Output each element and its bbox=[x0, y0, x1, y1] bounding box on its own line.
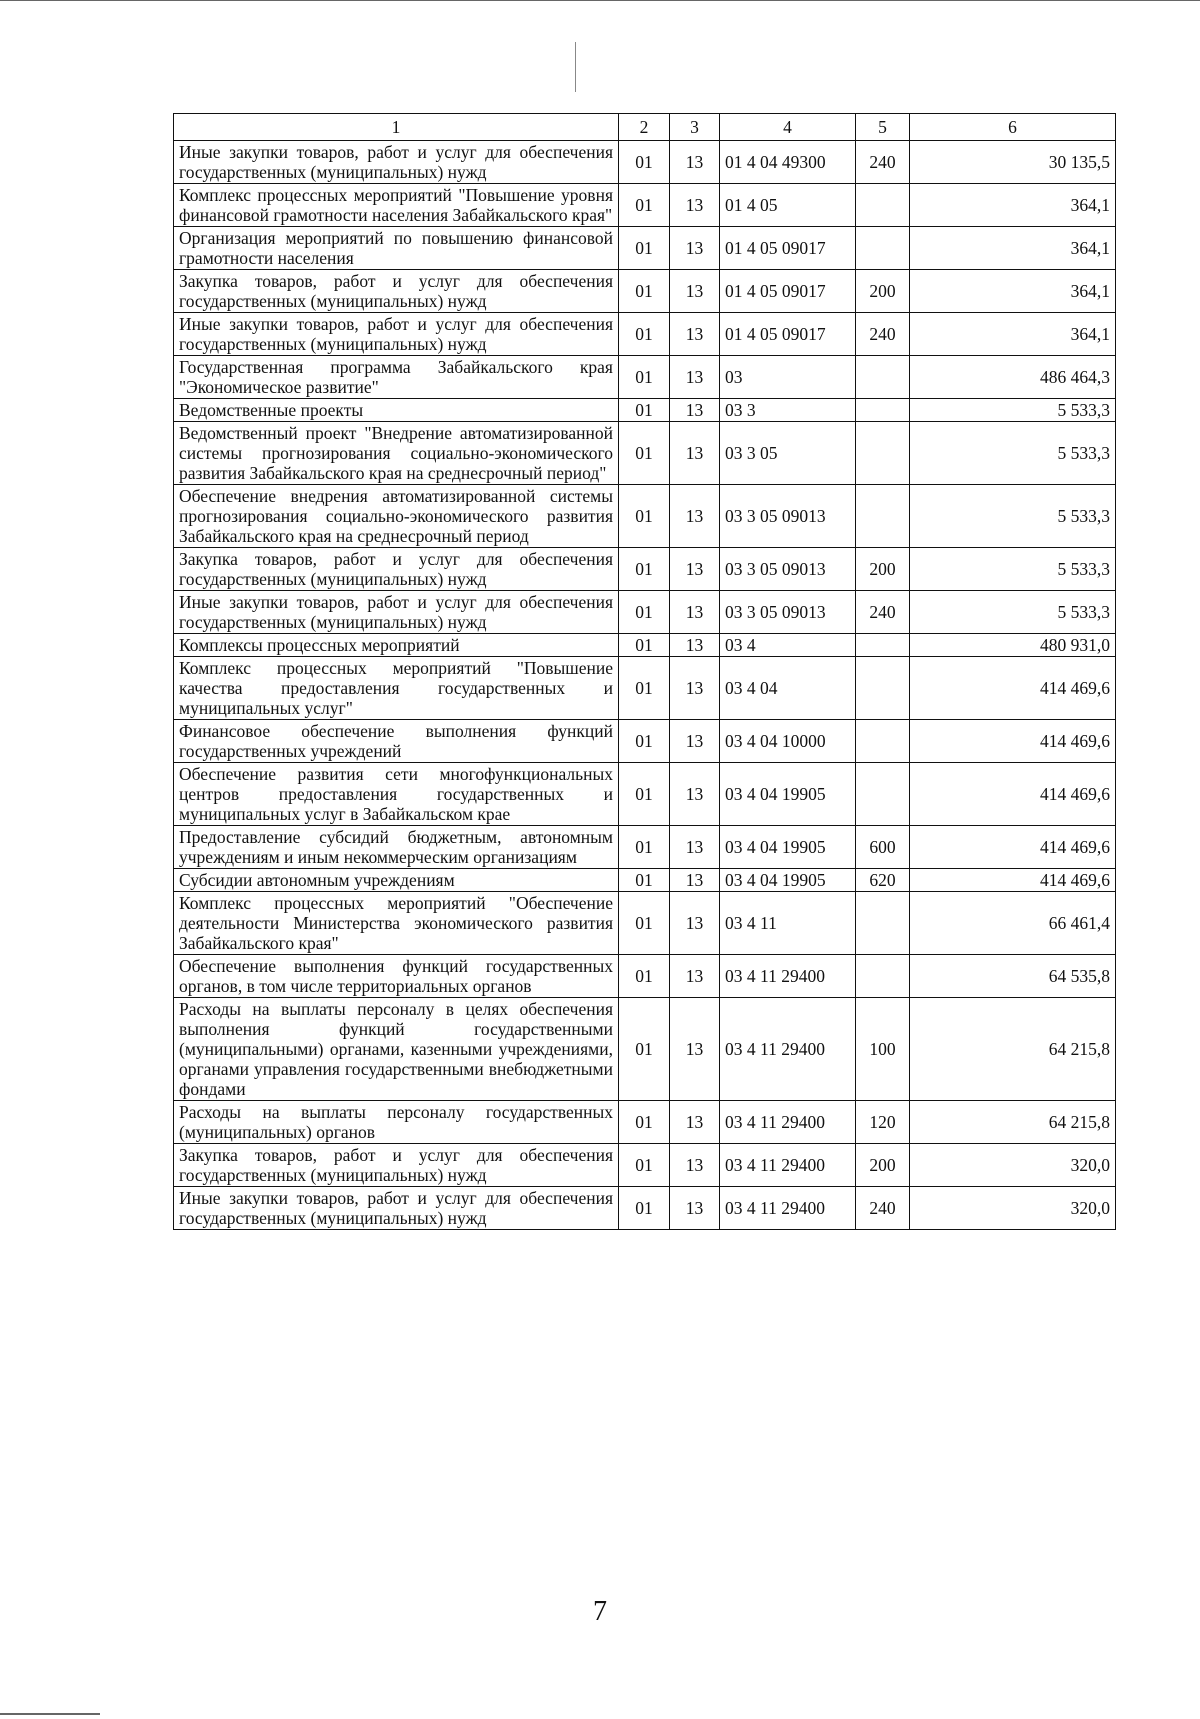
row-section: 01 bbox=[619, 826, 670, 869]
row-subsection: 13 bbox=[670, 485, 720, 548]
row-amount: 64 535,8 bbox=[910, 955, 1116, 998]
row-expense-type: 240 bbox=[856, 313, 910, 356]
row-subsection: 13 bbox=[670, 763, 720, 826]
header-col-5: 5 bbox=[856, 114, 910, 141]
row-subsection: 13 bbox=[670, 399, 720, 422]
row-target-code: 01 4 05 09017 bbox=[720, 270, 856, 313]
row-target-code: 03 4 11 bbox=[720, 892, 856, 955]
row-name: Закупка товаров, работ и услуг для обеспечения государственных (муниципальных) нужд bbox=[174, 270, 619, 313]
row-amount: 5 533,3 bbox=[910, 485, 1116, 548]
row-target-code: 03 3 05 09013 bbox=[720, 548, 856, 591]
row-target-code: 01 4 05 09017 bbox=[720, 227, 856, 270]
row-amount: 364,1 bbox=[910, 313, 1116, 356]
row-amount: 414 469,6 bbox=[910, 763, 1116, 826]
row-target-code: 03 4 11 29400 bbox=[720, 998, 856, 1101]
row-amount: 320,0 bbox=[910, 1144, 1116, 1187]
row-section: 01 bbox=[619, 399, 670, 422]
row-name: Иные закупки товаров, работ и услуг для обеспечения государственных (муниципальных) нужд bbox=[174, 141, 619, 184]
row-section: 01 bbox=[619, 548, 670, 591]
row-amount: 414 469,6 bbox=[910, 657, 1116, 720]
row-name: Обеспечение внедрения автоматизированной системы прогнозирования социально-экономического развития Забайкальского края на среднесрочный период bbox=[174, 485, 619, 548]
row-name: Предоставление субсидий бюджетным, автономным учреждениям и иным некоммерческим организациям bbox=[174, 826, 619, 869]
row-name: Ведомственный проект "Внедрение автоматизированной системы прогнозирования социально-экономического развития Забайкальского края на среднесрочный период" bbox=[174, 422, 619, 485]
row-expense-type bbox=[856, 356, 910, 399]
row-amount: 5 533,3 bbox=[910, 548, 1116, 591]
row-section: 01 bbox=[619, 313, 670, 356]
row-subsection: 13 bbox=[670, 720, 720, 763]
row-target-code: 01 4 04 49300 bbox=[720, 141, 856, 184]
row-amount: 5 533,3 bbox=[910, 422, 1116, 485]
row-target-code: 03 3 05 09013 bbox=[720, 591, 856, 634]
table-row bbox=[174, 313, 1116, 356]
row-section: 01 bbox=[619, 763, 670, 826]
row-name: Комплексы процессных мероприятий bbox=[174, 634, 619, 657]
row-target-code: 03 4 11 29400 bbox=[720, 1101, 856, 1144]
header-col-4: 4 bbox=[720, 114, 856, 141]
row-amount: 66 461,4 bbox=[910, 892, 1116, 955]
row-target-code: 01 4 05 bbox=[720, 184, 856, 227]
row-expense-type bbox=[856, 485, 910, 548]
table-row bbox=[174, 422, 1116, 485]
table-row bbox=[174, 720, 1116, 763]
table-row bbox=[174, 270, 1116, 313]
row-subsection: 13 bbox=[670, 826, 720, 869]
table-row bbox=[174, 1144, 1116, 1187]
table-row bbox=[174, 1187, 1116, 1230]
row-section: 01 bbox=[619, 270, 670, 313]
table-row bbox=[174, 1101, 1116, 1144]
header-row bbox=[174, 114, 1116, 141]
row-subsection: 13 bbox=[670, 356, 720, 399]
row-target-code: 03 4 bbox=[720, 634, 856, 657]
row-subsection: 13 bbox=[670, 657, 720, 720]
row-target-code: 03 4 11 29400 bbox=[720, 955, 856, 998]
row-amount: 30 135,5 bbox=[910, 141, 1116, 184]
row-subsection: 13 bbox=[670, 548, 720, 591]
table-row bbox=[174, 548, 1116, 591]
row-target-code: 03 3 05 09013 bbox=[720, 485, 856, 548]
row-name: Комплекс процессных мероприятий "Повышение уровня финансовой грамотности населения Забайкальского края" bbox=[174, 184, 619, 227]
row-section: 01 bbox=[619, 634, 670, 657]
row-expense-type: 240 bbox=[856, 591, 910, 634]
header-col-3: 3 bbox=[670, 114, 720, 141]
row-expense-type bbox=[856, 657, 910, 720]
scan-edge-bottom bbox=[0, 1713, 100, 1715]
row-section: 01 bbox=[619, 657, 670, 720]
row-expense-type bbox=[856, 184, 910, 227]
row-expense-type bbox=[856, 763, 910, 826]
table-row bbox=[174, 763, 1116, 826]
row-name: Расходы на выплаты персоналу в целях обеспечения выполнения функций государственными (муниципальными) органами, казенными учреждениями, органами управления государственными внебюджетными фондами bbox=[174, 998, 619, 1101]
row-subsection: 13 bbox=[670, 1187, 720, 1230]
row-expense-type: 200 bbox=[856, 270, 910, 313]
row-expense-type: 200 bbox=[856, 548, 910, 591]
row-name: Ведомственные проекты bbox=[174, 399, 619, 422]
table-row bbox=[174, 591, 1116, 634]
row-name: Комплекс процессных мероприятий "Повышение качества предоставления государственных и муниципальных услуг" bbox=[174, 657, 619, 720]
table-row bbox=[174, 892, 1116, 955]
row-amount: 364,1 bbox=[910, 227, 1116, 270]
row-name: Комплекс процессных мероприятий "Обеспечение деятельности Министерства экономического развития Забайкальского края" bbox=[174, 892, 619, 955]
row-subsection: 13 bbox=[670, 634, 720, 657]
row-name: Организация мероприятий по повышению финансовой грамотности населения bbox=[174, 227, 619, 270]
row-name: Иные закупки товаров, работ и услуг для обеспечения государственных (муниципальных) нужд bbox=[174, 591, 619, 634]
row-expense-type: 100 bbox=[856, 998, 910, 1101]
row-expense-type bbox=[856, 227, 910, 270]
row-target-code: 03 4 04 19905 bbox=[720, 826, 856, 869]
row-amount: 414 469,6 bbox=[910, 869, 1116, 892]
table-row bbox=[174, 998, 1116, 1101]
row-amount: 5 533,3 bbox=[910, 591, 1116, 634]
row-section: 01 bbox=[619, 227, 670, 270]
row-target-code: 03 4 04 19905 bbox=[720, 869, 856, 892]
row-section: 01 bbox=[619, 720, 670, 763]
row-amount: 5 533,3 bbox=[910, 399, 1116, 422]
row-section: 01 bbox=[619, 869, 670, 892]
row-expense-type bbox=[856, 720, 910, 763]
header-col-6: 6 bbox=[910, 114, 1116, 141]
table-row bbox=[174, 227, 1116, 270]
row-expense-type: 240 bbox=[856, 1187, 910, 1230]
scan-mark-top bbox=[575, 42, 576, 92]
table-row bbox=[174, 955, 1116, 998]
row-expense-type: 120 bbox=[856, 1101, 910, 1144]
row-target-code: 01 4 05 09017 bbox=[720, 313, 856, 356]
row-amount: 480 931,0 bbox=[910, 634, 1116, 657]
row-name: Обеспечение выполнения функций государственных органов, в том числе территориальных органов bbox=[174, 955, 619, 998]
row-subsection: 13 bbox=[670, 591, 720, 634]
row-name: Субсидии автономным учреждениям bbox=[174, 869, 619, 892]
row-expense-type: 600 bbox=[856, 826, 910, 869]
budget-table bbox=[173, 113, 1116, 1230]
row-target-code: 03 3 bbox=[720, 399, 856, 422]
row-expense-type: 200 bbox=[856, 1144, 910, 1187]
table-row bbox=[174, 634, 1116, 657]
table-row bbox=[174, 184, 1116, 227]
header-col-1: 1 bbox=[174, 114, 619, 141]
table-row bbox=[174, 399, 1116, 422]
row-amount: 414 469,6 bbox=[910, 720, 1116, 763]
row-subsection: 13 bbox=[670, 270, 720, 313]
row-subsection: 13 bbox=[670, 313, 720, 356]
row-subsection: 13 bbox=[670, 892, 720, 955]
row-subsection: 13 bbox=[670, 227, 720, 270]
row-target-code: 03 3 05 bbox=[720, 422, 856, 485]
row-target-code: 03 4 04 bbox=[720, 657, 856, 720]
row-name: Расходы на выплаты персоналу государственных (муниципальных) органов bbox=[174, 1101, 619, 1144]
row-name: Иные закупки товаров, работ и услуг для обеспечения государственных (муниципальных) нужд bbox=[174, 313, 619, 356]
table-row bbox=[174, 141, 1116, 184]
row-expense-type: 620 bbox=[856, 869, 910, 892]
row-expense-type bbox=[856, 892, 910, 955]
row-name: Иные закупки товаров, работ и услуг для обеспечения государственных (муниципальных) нужд bbox=[174, 1187, 619, 1230]
row-subsection: 13 bbox=[670, 955, 720, 998]
row-target-code: 03 4 11 29400 bbox=[720, 1187, 856, 1230]
page-number: 7 bbox=[593, 1596, 607, 1627]
table-row bbox=[174, 826, 1116, 869]
row-subsection: 13 bbox=[670, 998, 720, 1101]
row-section: 01 bbox=[619, 591, 670, 634]
row-expense-type bbox=[856, 634, 910, 657]
table-row bbox=[174, 869, 1116, 892]
row-section: 01 bbox=[619, 998, 670, 1101]
row-section: 01 bbox=[619, 1101, 670, 1144]
row-section: 01 bbox=[619, 1187, 670, 1230]
row-amount: 364,1 bbox=[910, 184, 1116, 227]
row-amount: 64 215,8 bbox=[910, 998, 1116, 1101]
row-amount: 64 215,8 bbox=[910, 1101, 1116, 1144]
row-target-code: 03 4 04 10000 bbox=[720, 720, 856, 763]
table-row bbox=[174, 485, 1116, 548]
row-subsection: 13 bbox=[670, 141, 720, 184]
row-name: Закупка товаров, работ и услуг для обеспечения государственных (муниципальных) нужд bbox=[174, 548, 619, 591]
row-subsection: 13 bbox=[670, 184, 720, 227]
row-section: 01 bbox=[619, 184, 670, 227]
row-subsection: 13 bbox=[670, 1144, 720, 1187]
row-expense-type: 240 bbox=[856, 141, 910, 184]
scan-edge-top bbox=[0, 0, 1200, 1]
row-section: 01 bbox=[619, 1144, 670, 1187]
row-amount: 414 469,6 bbox=[910, 826, 1116, 869]
row-section: 01 bbox=[619, 141, 670, 184]
row-subsection: 13 bbox=[670, 869, 720, 892]
row-section: 01 bbox=[619, 955, 670, 998]
row-section: 01 bbox=[619, 422, 670, 485]
row-expense-type bbox=[856, 955, 910, 998]
row-name: Обеспечение развития сети многофункциональных центров предоставления государственных и муниципальных услуг в Забайкальском крае bbox=[174, 763, 619, 826]
row-subsection: 13 bbox=[670, 422, 720, 485]
row-section: 01 bbox=[619, 892, 670, 955]
row-name: Государственная программа Забайкальского края "Экономическое развитие" bbox=[174, 356, 619, 399]
row-target-code: 03 bbox=[720, 356, 856, 399]
row-subsection: 13 bbox=[670, 1101, 720, 1144]
row-expense-type bbox=[856, 399, 910, 422]
row-amount: 364,1 bbox=[910, 270, 1116, 313]
row-target-code: 03 4 04 19905 bbox=[720, 763, 856, 826]
row-name: Финансовое обеспечение выполнения функций государственных учреждений bbox=[174, 720, 619, 763]
row-section: 01 bbox=[619, 485, 670, 548]
table-row bbox=[174, 657, 1116, 720]
table-row bbox=[174, 356, 1116, 399]
row-target-code: 03 4 11 29400 bbox=[720, 1144, 856, 1187]
row-name: Закупка товаров, работ и услуг для обеспечения государственных (муниципальных) нужд bbox=[174, 1144, 619, 1187]
row-expense-type bbox=[856, 422, 910, 485]
row-section: 01 bbox=[619, 356, 670, 399]
row-amount: 320,0 bbox=[910, 1187, 1116, 1230]
row-amount: 486 464,3 bbox=[910, 356, 1116, 399]
header-col-2: 2 bbox=[619, 114, 670, 141]
